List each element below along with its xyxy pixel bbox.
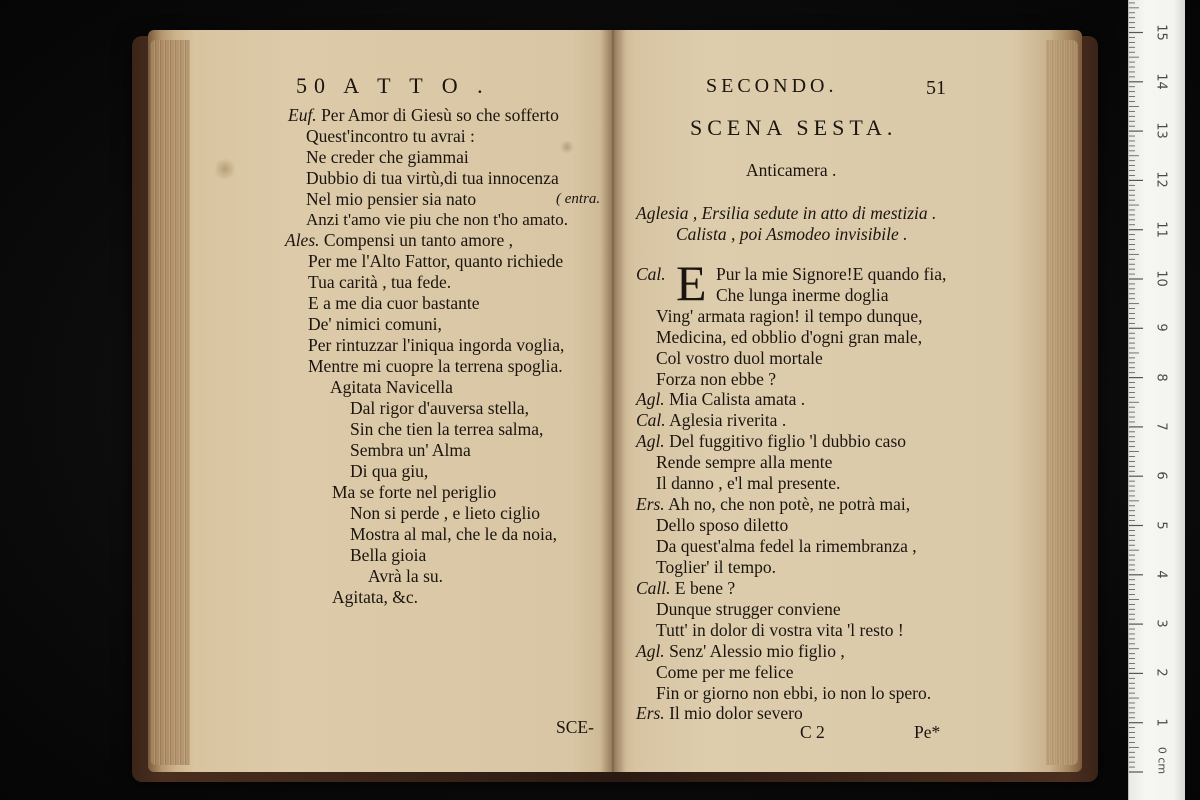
dialogue-line: Ne creder che giammai [306, 147, 469, 167]
dialogue-line: Rende sempre alla mente [656, 452, 833, 472]
speaker-name: Ers. [636, 494, 665, 514]
dialogue-line: Quest'incontro tu avrai : [306, 126, 475, 146]
aria-line: Bella gioia [350, 545, 427, 565]
cast-line: Aglesia , Ersilia sedute in atto di mestizia . [636, 203, 937, 223]
dialogue-line: Come per me felice [656, 662, 794, 682]
ruler-mark: 14 [1153, 73, 1169, 90]
left-running-head: 50 A T T O . [296, 73, 490, 98]
speaker-name: Cal. [636, 410, 666, 430]
aria-line: Sembra un' Alma [350, 440, 471, 460]
verse-text: Per Amor di Giesù so che sofferto [321, 105, 559, 125]
dialogue-line: Che lunga inerme doglia [716, 285, 889, 305]
ruler-unit: 0 cm [1155, 746, 1169, 775]
ruler-mark: 10 [1153, 270, 1169, 287]
dialogue-line: Per me l'Alto Fattor, quanto richiede [308, 251, 564, 271]
dialogue-line: Toglier' il tempo. [656, 557, 777, 577]
ruler-mark: 6 [1153, 471, 1169, 480]
aria-line: Di qua giu, [350, 461, 429, 481]
ruler-mark: 5 [1153, 520, 1169, 530]
dialogue-line: Nel mio pensier sia nato [306, 189, 477, 209]
ruler-mark: 11 [1153, 220, 1169, 238]
dialogue-line: Anzi t'amo vie piu che non t'ho amato. [306, 210, 569, 229]
speaker-name: Call. [636, 578, 671, 598]
drop-cap: E [676, 255, 707, 311]
cast-line: Calista , poi Asmodeo invisibile . [676, 224, 908, 244]
dialogue-line [636, 703, 803, 723]
dialogue-line: Tua carità , tua fede. [308, 272, 452, 292]
speaker-name: Cal. [636, 264, 666, 284]
dialogue-line: Dunque strugger conviene [656, 599, 841, 619]
verse-text: Aglesia riverita . [669, 410, 787, 430]
scene-heading: SCENA SESTA. [690, 115, 898, 140]
aria-line: Dal rigor d'auversa stella, [350, 398, 530, 418]
dialogue-line: Medicina, ed obblio d'ogni gran male, [656, 327, 923, 347]
aria-line: Agitata, &c. [332, 587, 419, 607]
ruler-mark: 1 [1153, 718, 1169, 727]
dialogue-line: Tutt' in dolor di vostra vita 'l resto ! [656, 620, 904, 640]
speaker-name: Euf. [288, 105, 317, 125]
aria-line: Avrà la su. [368, 566, 443, 586]
signature-mark: C 2 [800, 722, 825, 742]
verse-text: Senz' Alessio mio figlio , [669, 641, 845, 661]
verse-text: Mia Calista amata . [669, 389, 806, 409]
dialogue-line: Il danno , e'l mal presente. [656, 473, 841, 493]
verse-text: Ah no, che non potè, ne potrà mai, [668, 494, 911, 514]
dialogue-line: Ving' armata ragion! il tempo dunque, [656, 306, 923, 326]
aria-line: Non si perde , e lieto ciglio [350, 503, 541, 523]
aria-line: Sin che tien la terrea salma, [350, 419, 544, 439]
dialogue-line: Dubbio di tua virtù,di tua innocenza [306, 168, 559, 188]
dialogue-line [636, 389, 805, 409]
ruler-mark: 7 [1153, 422, 1169, 431]
scene-setting: Anticamera . [746, 160, 837, 180]
aria-line: Agitata Navicella [330, 377, 453, 397]
page-number: 51 [926, 77, 946, 99]
ruler-mark: 8 [1153, 372, 1169, 382]
dialogue-line [636, 431, 906, 451]
right-running-head: SECONDO. [706, 75, 838, 97]
catchword: SCE- [556, 717, 594, 737]
speaker-name: Agl. [636, 431, 665, 451]
dialogue-line: Fin or giorno non ebbi, io non lo spero. [656, 683, 932, 703]
dialogue-line: E a me dia cuor bastante [308, 293, 480, 313]
speaker-name: Agl. [636, 641, 665, 661]
dialogue-line [636, 641, 845, 661]
ruler-mark: 12 [1153, 171, 1169, 189]
aria-line: Ma se forte nel periglio [332, 482, 497, 502]
dialogue-line [636, 578, 735, 598]
verse-text: Del fuggitivo figlio 'l dubbio caso [669, 431, 907, 451]
ruler-mark: 9 [1153, 323, 1169, 332]
measurement-ruler [1128, 0, 1185, 800]
dialogue-line [636, 410, 786, 430]
aria-line: Mostra al mal, che le da noia, [350, 524, 558, 544]
dialogue-line: Per rintuzzar l'iniqua ingorda voglia, [308, 335, 565, 355]
catchword: Pe* [914, 722, 941, 742]
speaker-name: Agl. [636, 389, 665, 409]
dialogue-line: Pur la mie Signore!E quando fia, [716, 264, 947, 284]
ruler-mark: 4 [1153, 570, 1169, 579]
verse-text: Il mio dolor severo [669, 703, 803, 723]
dialogue-line: De' nimici comuni, [308, 314, 442, 334]
ruler-mark: 13 [1153, 122, 1169, 139]
speaker-name: Ales. [285, 230, 320, 250]
speaker-name: Ers. [636, 703, 665, 723]
dialogue-line [636, 494, 910, 514]
stage-direction: ( entra. [556, 191, 601, 207]
dialogue-line: Dello sposo diletto [656, 515, 789, 535]
verse-text: E bene ? [674, 578, 736, 598]
dialogue-line: Da quest'alma fedel la rimembranza , [656, 536, 917, 556]
dialogue-line: Forza non ebbe ? [656, 369, 777, 389]
dialogue-line: Col vostro duol mortale [656, 348, 823, 368]
ruler-mark: 2 [1153, 668, 1169, 678]
verse-text: Compensi un tanto amore , [323, 230, 513, 250]
dialogue-line: Mentre mi cuopre la terrena spoglia. [308, 356, 563, 376]
ruler-mark: 3 [1153, 619, 1169, 628]
ruler-mark: 15 [1153, 23, 1169, 41]
